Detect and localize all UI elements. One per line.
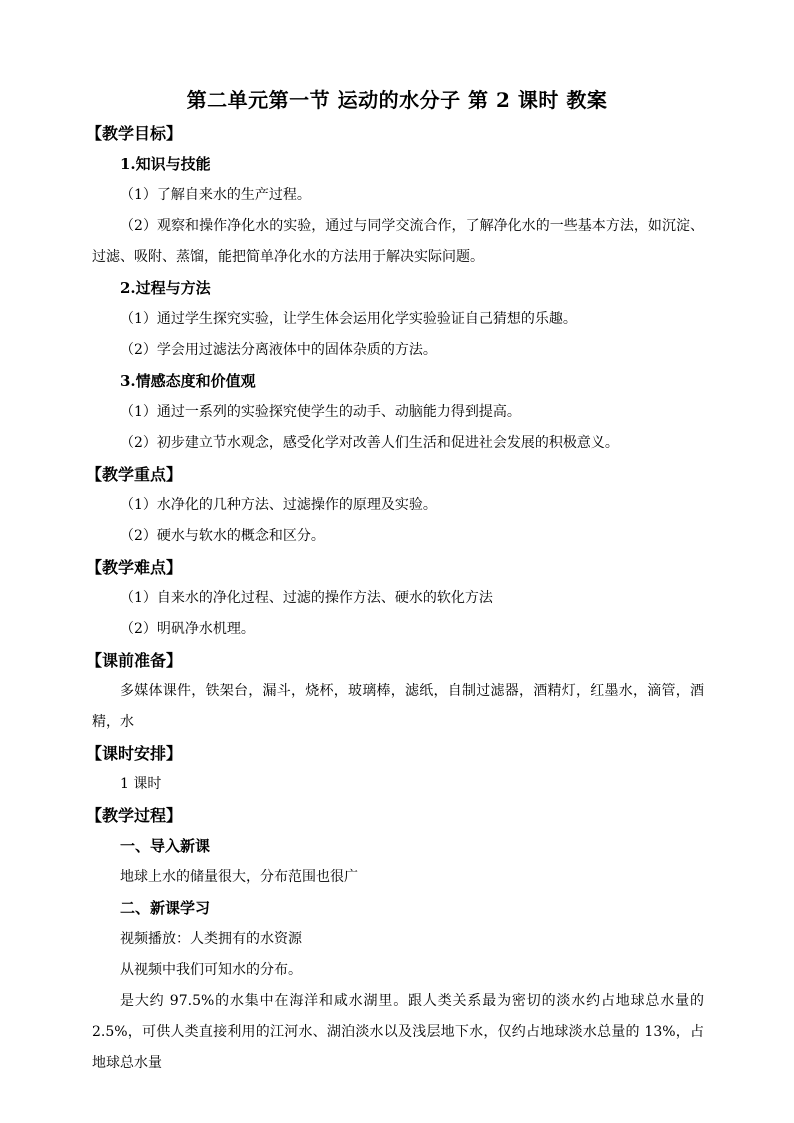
paragraph: （2）初步建立节水观念，感受化学对改善人们生活和促进社会发展的积极意义。	[120, 435, 619, 451]
paragraph: 地球上水的储量很大，分布范围也很广	[120, 869, 358, 885]
subheading-process-methods: 2.过程与方法	[120, 279, 211, 297]
subheading-introduction: 一、导入新课	[120, 837, 211, 855]
paragraph: （2）观察和操作净化水的实验，通过与同学交流合作，了解净化水的一些基本方法，如沉淀、过滤、吸附、蒸馏，能把简单净化水的方法用于解决实际问题。	[92, 218, 704, 265]
section-heading-schedule: 【课时安排】	[86, 744, 183, 763]
paragraph: （1）通过一系列的实验探究使学生的动手、动脑能力得到提高。	[120, 404, 521, 420]
section-heading-process: 【教学过程】	[86, 806, 183, 825]
paragraph: （2）明矾净水机理。	[120, 621, 255, 637]
subheading-knowledge-skills: 1.知识与技能	[120, 155, 211, 173]
paragraph: 从视频中我们可知水的分布。	[120, 962, 302, 978]
paragraph: 多媒体课件，铁架台，漏斗，烧杯，玻璃棒，滤纸，自制过滤器，酒精灯，红墨水，滴管，酒精，水	[92, 683, 704, 730]
subheading-attitudes-values: 3.情感态度和价值观	[120, 372, 256, 390]
paragraph: 是大约 97.5%的水集中在海洋和咸水湖里。跟人类关系最为密切的淡水约占地球总水量的 2.5%，可供人类直接利用的江河水、湖泊淡水以及浅层地下水，仅约占地球淡水总量的 13%，占地球总水量	[92, 993, 704, 1071]
paragraph: （1）水净化的几种方法、过滤操作的原理及实验。	[120, 497, 437, 513]
paragraph: （2）学会用过滤法分离液体中的固体杂质的方法。	[120, 342, 437, 358]
paragraph: （1）自来水的净化过程、过滤的操作方法、硬水的软化方法	[120, 590, 493, 606]
subheading-new-lesson: 二、新课学习	[120, 899, 211, 917]
paragraph: 1 课时	[120, 776, 162, 792]
paragraph: （1）了解自来水的生产过程。	[120, 187, 311, 203]
section-heading-objectives: 【教学目标】	[86, 124, 183, 143]
section-heading-preparation: 【课前准备】	[86, 651, 183, 670]
paragraph: （1）通过学生探究实验，让学生体会运用化学实验验证自己猜想的乐趣。	[120, 311, 577, 327]
paragraph: 视频播放：人类拥有的水资源	[120, 931, 302, 947]
section-heading-difficulties: 【教学难点】	[86, 558, 183, 577]
section-heading-key-points: 【教学重点】	[86, 465, 183, 484]
document-body	[86, 118, 704, 1079]
document-title: 第二单元第一节 运动的水分子 第 2 课时 教案	[186, 88, 608, 112]
paragraph: （2）硬水与软水的概念和区分。	[120, 528, 325, 544]
